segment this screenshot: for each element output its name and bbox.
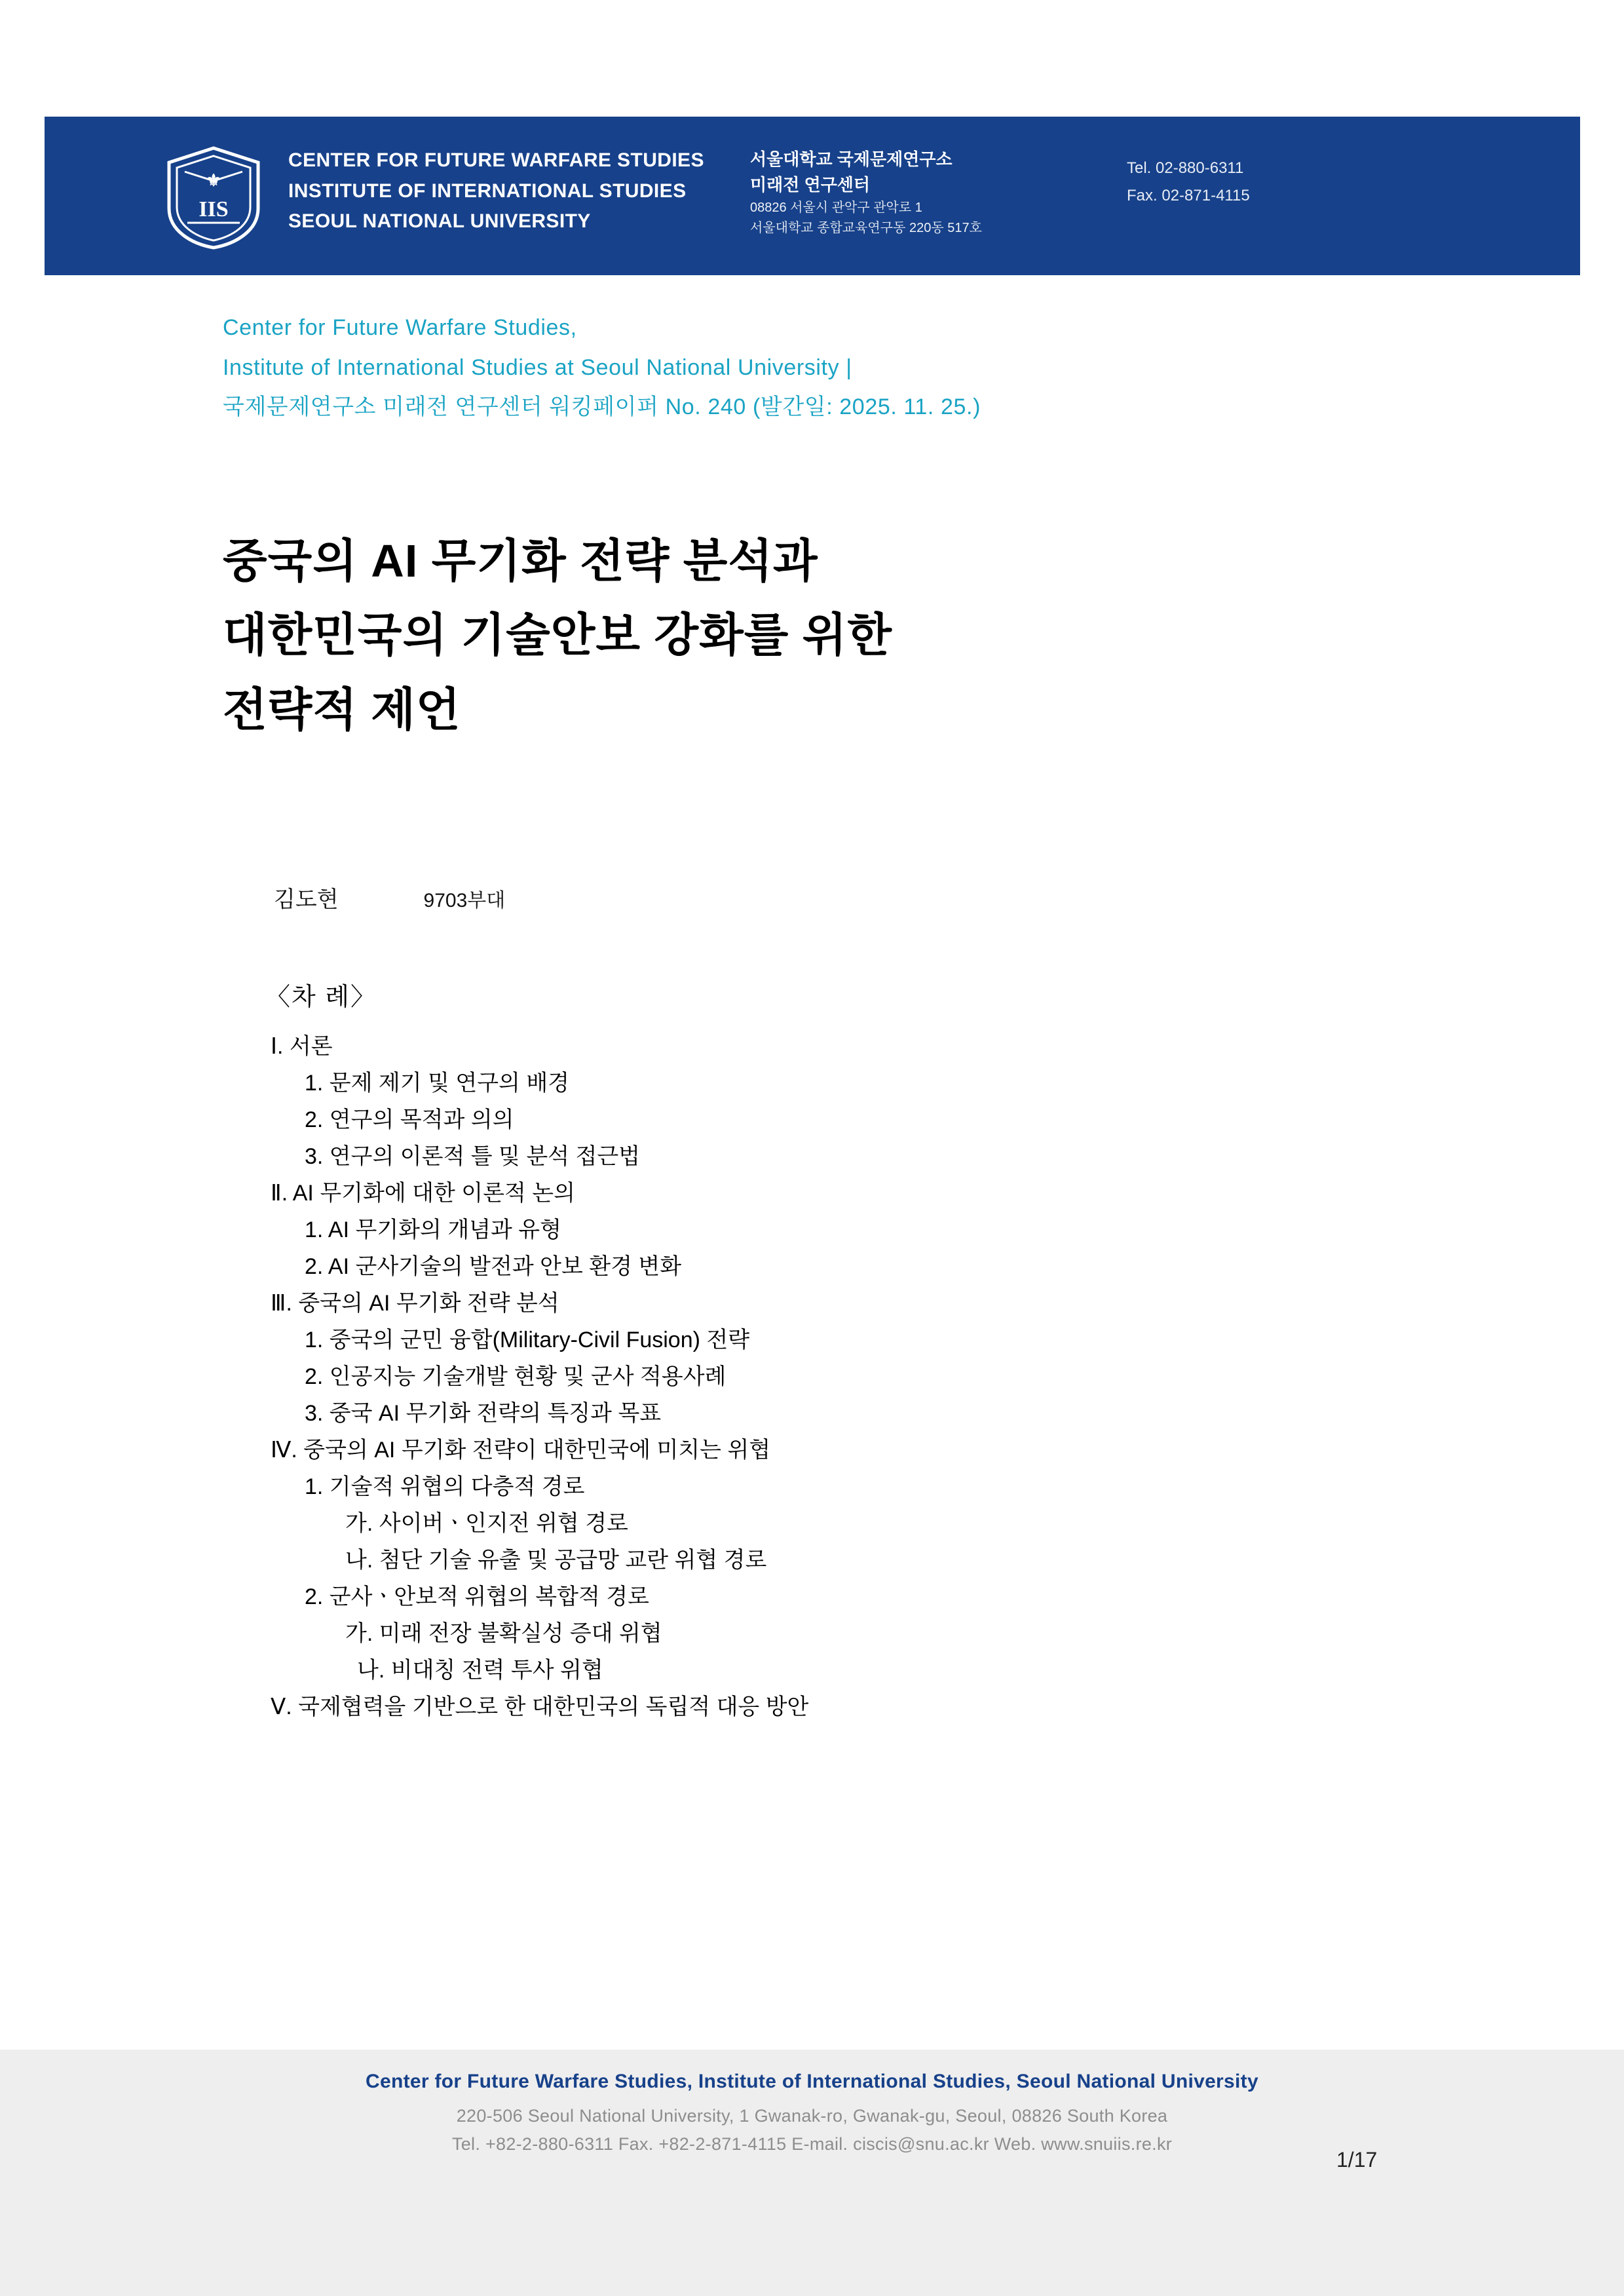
header-korean-center: 미래전 연구센터 bbox=[750, 175, 871, 195]
svg-text:IIS: IIS bbox=[198, 197, 229, 221]
toc-entry[interactable]: 나. 첨단 기술 유출 및 공급망 교란 위협 경로 bbox=[345, 1548, 767, 1573]
footer-address: 220-506 Seoul National University, 1 Gwanak-ro, Gwanak-gu, Seoul, 08826 South Korea bbox=[456, 2106, 1168, 2126]
toc-entry[interactable]: 나. 비대칭 전력 투사 위협 bbox=[357, 1658, 603, 1683]
toc-entry[interactable]: 1. 기술적 위협의 다층적 경로 bbox=[305, 1474, 585, 1499]
toc-entry[interactable]: 가. 사이버ㆍ인지전 위협 경로 bbox=[345, 1511, 628, 1536]
footer-title: Center for Future Warfare Studies, Institute of International Studies, Seoul National University bbox=[366, 2071, 1258, 2092]
toc-entry[interactable]: 2. AI 군사기술의 발전과 안보 환경 변화 bbox=[305, 1254, 682, 1279]
toc-heading: 〈차 례〉 bbox=[265, 984, 377, 1011]
title-line-3: 전략적 제언 bbox=[223, 683, 461, 735]
snu-shield-crest-icon bbox=[165, 145, 262, 250]
toc-entry[interactable]: 3. 중국 AI 무기화 전략의 특징과 목표 bbox=[305, 1401, 662, 1426]
header-title-line-2: INSTITUTE OF INTERNATIONAL STUDIES bbox=[288, 180, 687, 202]
author-affiliation: 9703부대 bbox=[423, 890, 506, 911]
toc-entry[interactable]: 1. AI 무기화의 개념과 유형 bbox=[305, 1217, 561, 1242]
header-title-line-1: CENTER FOR FUTURE WARFARE STUDIES bbox=[288, 149, 704, 171]
header-tel: Tel. 02-880-6311 bbox=[1127, 159, 1244, 177]
header-english-titles bbox=[288, 145, 704, 237]
toc-entry[interactable]: 2. 군사ㆍ안보적 위협의 복합적 경로 bbox=[305, 1584, 649, 1609]
author-row bbox=[274, 881, 505, 913]
header-korean-block bbox=[750, 147, 982, 239]
page-number: 1/17 bbox=[1336, 2148, 1378, 2172]
table-of-contents bbox=[265, 976, 1510, 1725]
toc-entry[interactable]: Ⅲ. 중국의 AI 무기화 전략 분석 bbox=[271, 1291, 559, 1316]
toc-entry[interactable]: Ⅳ. 중국의 AI 무기화 전략이 대한민국에 미치는 위협 bbox=[271, 1438, 771, 1463]
header-korean-org: 서울대학교 국제문제연구소 bbox=[750, 149, 953, 169]
svg-text:⚜: ⚜ bbox=[206, 171, 221, 190]
footer-contact: Tel. +82-2-880-6311 Fax. +82-2-871-4115 E-mail. ciscis@snu.ac.kr Web. www.snuiis.re.kr bbox=[451, 2134, 1173, 2154]
toc-entry[interactable]: 1. 중국의 군민 융합(Military-Civil Fusion) 전략 bbox=[305, 1328, 750, 1352]
footer bbox=[0, 2071, 1624, 2154]
header-contact-block bbox=[1127, 155, 1250, 210]
publication-meta bbox=[223, 308, 981, 427]
toc-entry[interactable]: Ⅱ. AI 무기화에 대한 이론적 논의 bbox=[271, 1181, 575, 1206]
toc-entry[interactable]: 3. 연구의 이론적 틀 및 분석 접근법 bbox=[305, 1144, 641, 1169]
meta-line-1: Center for Future Warfare Studies, bbox=[223, 315, 577, 340]
header-title-line-3: SEOUL NATIONAL UNIVERSITY bbox=[288, 210, 591, 232]
meta-line-3: 국제문제연구소 미래전 연구센터 워킹페이퍼 No. 240 (발간일: 2025. 11. 25.) bbox=[223, 394, 981, 420]
toc-entry[interactable]: 2. 인공지능 기술개발 현황 및 군사 적용사례 bbox=[305, 1364, 727, 1389]
header-address-line-1: 08826 서울시 관악구 관악로 1 bbox=[750, 201, 922, 215]
toc-list bbox=[265, 1028, 1510, 1725]
title-line-1: 중국의 AI 무기화 전략 분석과 bbox=[223, 535, 818, 586]
header-fax: Fax. 02-871-4115 bbox=[1127, 187, 1250, 204]
meta-line-2: Institute of International Studies at Seoul National University | bbox=[223, 354, 852, 380]
toc-entry[interactable]: 가. 미래 전장 불확실성 증대 위협 bbox=[345, 1621, 662, 1646]
header-address-line-2: 서울대학교 종합교육연구동 220동 517호 bbox=[750, 221, 982, 235]
toc-entry[interactable]: 2. 연구의 목적과 의의 bbox=[305, 1107, 514, 1132]
title-line-2: 대한민국의 기술안보 강화를 위한 bbox=[223, 609, 893, 661]
toc-entry[interactable]: 1. 문제 제기 및 연구의 배경 bbox=[305, 1071, 570, 1096]
toc-entry[interactable]: Ⅰ. 서론 bbox=[271, 1034, 333, 1059]
page-title bbox=[223, 524, 1454, 747]
toc-entry[interactable]: Ⅴ. 국제협력을 기반으로 한 대한민국의 독립적 대응 방안 bbox=[271, 1694, 809, 1719]
author-name: 김도현 bbox=[274, 887, 339, 912]
